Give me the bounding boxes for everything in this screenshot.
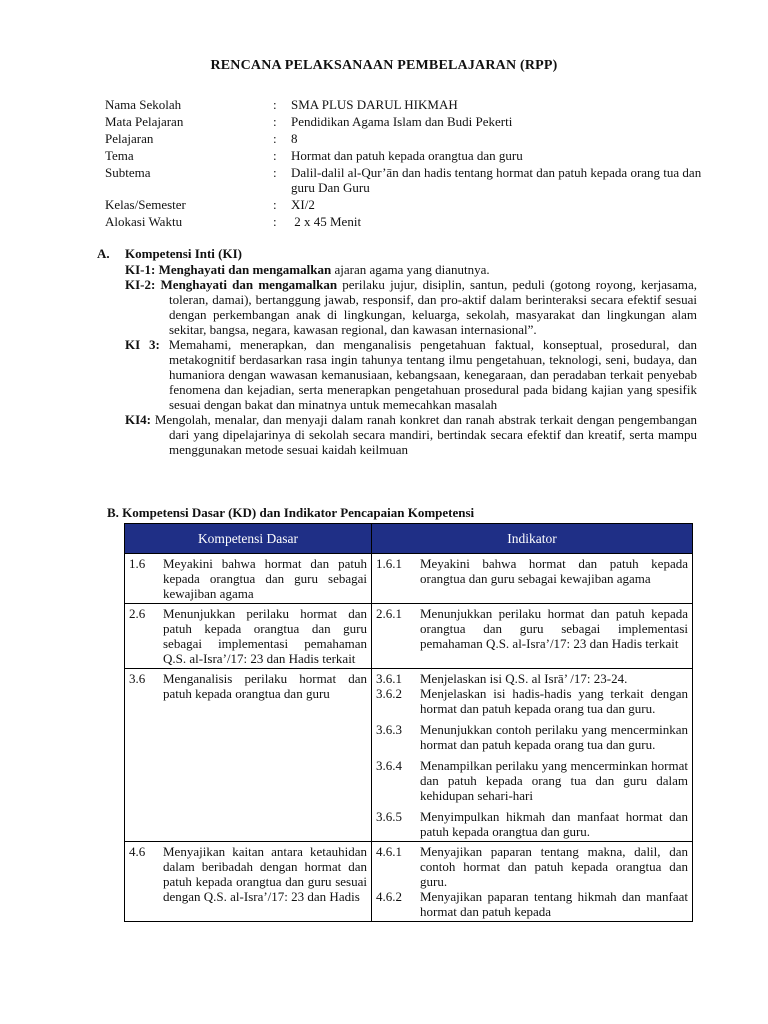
indicator-cell [372,842,693,922]
info-colon: : [273,131,277,146]
indicator-item [376,889,688,919]
indicator-item [376,671,688,686]
indicator-text: Menunjukkan contoh perilaku yang mencerminkan hormat dan patuh kepada orang tua dan guru. [420,722,688,752]
info-row-class [105,197,705,212]
indicator-number: 3.6.2 [376,686,402,701]
table-row [125,842,693,922]
info-label: Kelas/Semester [105,197,186,212]
ki-3 [125,337,697,412]
info-label: Mata Pelajaran [105,114,184,129]
info-value: 2 x 45 Menit [291,214,362,229]
ki-1 [125,262,697,277]
info-colon: : [273,97,277,112]
table-header-row [125,524,693,554]
info-value: XI/2 [291,197,315,212]
kd-text: Menganalisis perilaku hormat dan patuh kepada orangtua dan guru [163,671,367,701]
table-row [125,669,693,842]
kd-number: 1.6 [129,556,146,571]
info-value: 8 [291,131,298,146]
info-row-subject [105,114,705,129]
indicator-text: Menyajikan paparan tentang hikmah dan manfaat hormat dan patuh kepada [420,889,688,919]
indicator-item [376,722,688,752]
info-label: Alokasi Waktu [105,214,183,229]
kd-cell [125,604,372,669]
ki-4-text: Mengolah, menalar, dan menyaji dalam ranah konkret dan ranah abstrak terkait dengan pengembangan dari yang dipelajarinya di sekolah secara mandiri, bertindak secara efektif dan kreatif, serta mampu menggunakan metode sesuai kaidah keilmuan [151,412,697,457]
kd-text: Menyajikan kaitan antara ketauhidan dalam beribadah dengan hormat dan patuh kepada orangtua dan guru sesuai dengan Q.S. al-Isra’/17: 23 dan Hadis [163,844,367,904]
kd-text: Menunjukkan perilaku hormat dan patuh kepada orangtua dan guru sebagai implementasi pemahaman Q.S. al-Isra’/17: 23 dan Hadis terkait [163,606,367,666]
indicator-number: 3.6.3 [376,722,402,737]
indicator-number: 3.6.4 [376,758,402,773]
ki-2 [125,277,697,337]
section-letter: A. [97,246,110,261]
indicator-text: Menyajikan paparan tentang makna, dalil, dan contoh hormat dan patuh kepada orangtua dan guru. [420,844,688,889]
info-label: Subtema [105,165,151,180]
info-row-theme [105,148,705,163]
ki-1-lead: KI-1: Menghayati dan mengamalkan [125,262,332,277]
table-row [125,604,693,669]
section-title: Kompetensi Inti (KI) [125,246,242,261]
table-row [125,554,693,604]
indicator-number: 2.6.1 [376,606,402,621]
indicator-item [376,758,688,803]
info-colon: : [273,148,277,163]
indicator-cell [372,604,693,669]
kd-number: 4.6 [129,844,146,859]
indicator-text: Menjelaskan isi hadis-hadis yang terkait dengan hormat dan patuh kepada orang tua dan guru. [420,686,688,716]
info-colon: : [273,197,277,212]
info-colon: : [273,214,277,229]
kd-cell [125,669,372,842]
info-colon: : [273,165,277,180]
info-row-subtheme [105,165,705,195]
ki-3-lead: KI 3: [125,337,160,352]
header-indicator: Indikator [372,524,693,554]
indicator-number: 3.6.5 [376,809,402,824]
info-block [105,97,705,231]
info-row-lesson [105,131,705,146]
info-row-time [105,214,705,229]
ki-2-lead: KI-2: Menghayati dan mengamalkan [125,277,338,292]
indicator-cell [372,669,693,842]
ki-1-text: ajaran agama yang dianutnya. [331,262,490,277]
indicator-item [376,606,688,651]
indicator-item [376,686,688,716]
indicator-text: Menampilkan perilaku yang mencerminkan hormat dan patuh kepada orang tua dan guru dalam kehidupan sehari-hari [420,758,688,803]
indicator-item [376,556,688,586]
indicator-text: Meyakini bahwa hormat dan patuh kepada orangtua dan guru sebagai kewajiban agama [420,556,688,586]
info-value: Dalil-dalil al-Qur’ān dan hadis tentang hormat dan patuh kepada orang tua dan guru Dan Guru [291,165,702,195]
indicator-item [376,809,688,839]
ki-3-text: Memahami, menerapkan, dan menganalisis pengetahuan faktual, konseptual, prosedural, dan metakognitif berdasarkan rasa ingin tahunya tentang ilmu pengetahuan, teknologi, seni, budaya, dan humaniora dengan wawasan kemanusiaan, kebangsaan, kenegaraan, dan peradaban terkait penyebab fenomena dan kejadian, serta menerapkan pengetahuan prosedural pada bidang kajian yang spesifik sesuai dengan bakat dan minatnya untuk memecahkan masalah [159,337,698,412]
info-label: Pelajaran [105,131,154,146]
indicator-text: Menyimpulkan hikmah dan manfaat hormat dan patuh kepada orangtua dan guru. [420,809,688,839]
indicator-number: 3.6.1 [376,671,402,686]
indicator-number: 4.6.2 [376,889,402,904]
kd-number: 3.6 [129,671,146,686]
info-label: Nama Sekolah [105,97,182,112]
info-value: Hormat dan patuh kepada orangtua dan guru [291,148,523,163]
section-b-heading: B. Kompetensi Dasar (KD) dan Indikator Pencapaian Kompetensi [107,505,475,520]
ki-2-text: perilaku jujur, disiplin, santun, peduli (gotong royong, kerjasama, toleran, damai), bertanggung jawab, responsif, dan pro-aktif dalam berinteraksi secara efektif sesuai dengan perkembangan anak di lingkungan, keluarga, sekolah, masyarakat dan lingkungan alam sekitar, bangsa, negara, kawasan regional, dan kawasan internasional”. [169,277,697,337]
indicator-text: Menjelaskan isi Q.S. al Isrā’ /17: 23-24. [420,671,628,686]
section-a-heading [97,246,697,261]
info-value: Pendidikan Agama Islam dan Budi Pekerti [291,114,513,129]
kd-cell [125,554,372,604]
indicator-cell [372,554,693,604]
info-label: Tema [105,148,134,163]
header-basic-competence: Kompetensi Dasar [125,524,372,554]
indicator-text: Menunjukkan perilaku hormat dan patuh kepada orangtua dan guru sebagai implementasi pemahaman Q.S. al-Isra’/17: 23 dan Hadis terkait [420,606,688,651]
info-value: SMA PLUS DARUL HIKMAH [291,97,458,112]
kd-number: 2.6 [129,606,146,621]
indicator-number: 4.6.1 [376,844,402,859]
info-row-school [105,97,705,112]
indicator-item [376,844,688,889]
section-core-competence [97,246,697,457]
document-title: RENCANA PELAKSANAAN PEMBELAJARAN (RPP) [210,58,558,73]
competence-table [124,523,693,922]
indicator-number: 1.6.1 [376,556,402,571]
ki-4-lead: KI4: [125,412,151,427]
kd-cell [125,842,372,922]
kd-text: Meyakini bahwa hormat dan patuh kepada orangtua dan guru sebagai kewajiban agama [163,556,367,601]
ki-list [125,262,697,457]
info-colon: : [273,114,277,129]
ki-4 [125,412,697,457]
